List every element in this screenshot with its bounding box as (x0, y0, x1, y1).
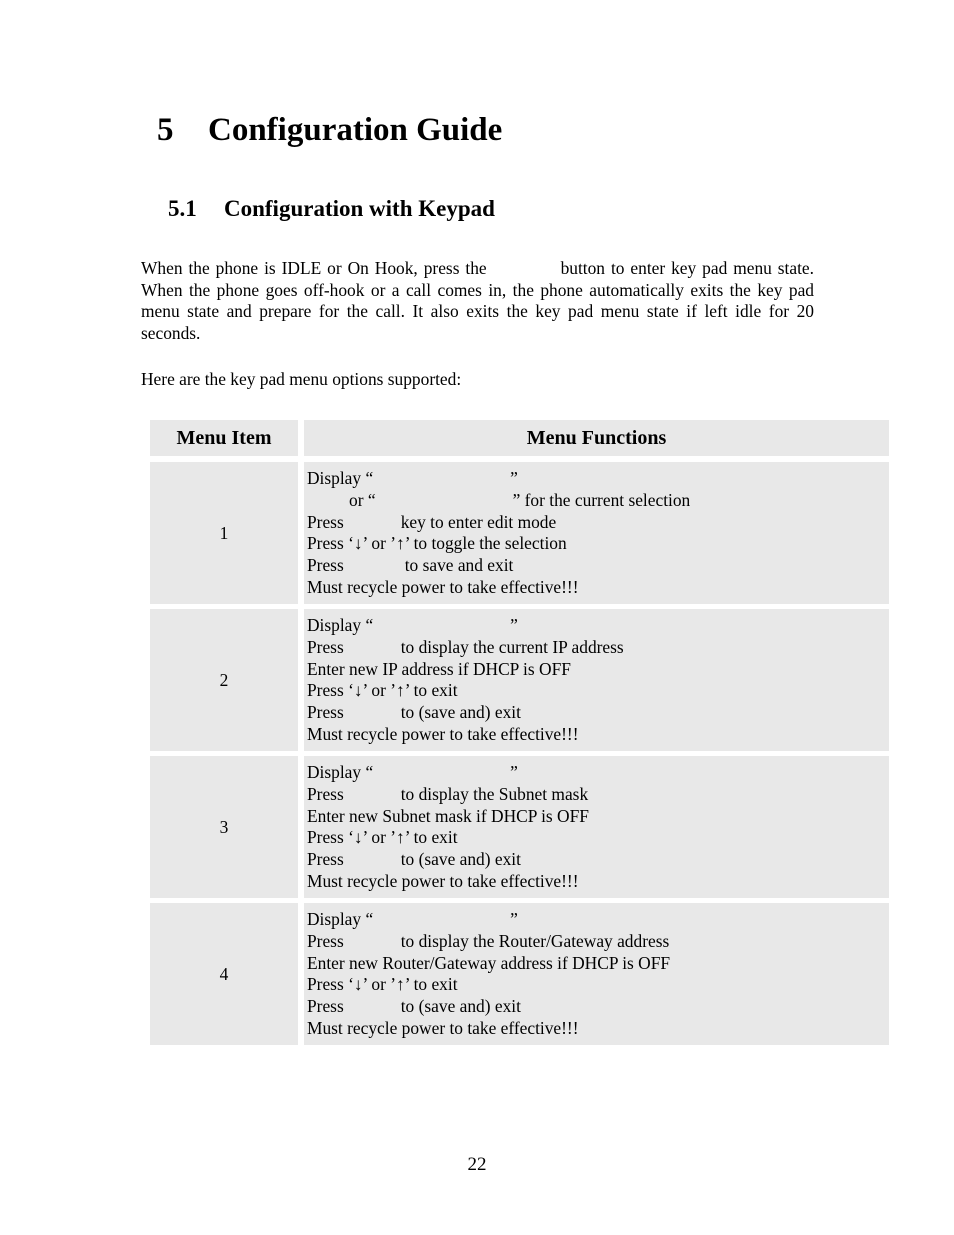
function-line (307, 555, 889, 577)
function-text: Press ‘↓’ or ’↑’ to exit (307, 827, 458, 848)
function-text: Press (307, 783, 344, 804)
menu-item-number: 2 (150, 609, 298, 751)
function-line (307, 953, 889, 975)
menu-functions-cell (304, 609, 889, 751)
chapter-title: Configuration Guide (208, 112, 503, 148)
function-text: Press ‘↓’ or ’↑’ to exit (307, 974, 458, 995)
function-text: Press ‘↓’ or ’↑’ to exit (307, 680, 458, 701)
function-text: Must recycle power to take effective!!! (307, 1017, 579, 1038)
function-text: ” for the current selection (512, 489, 691, 510)
menu-functions-cell (304, 756, 889, 898)
function-text: Press ‘↓’ or ’↑’ to toggle the selection (307, 533, 567, 554)
function-line (307, 784, 889, 806)
function-text: Press (307, 555, 344, 576)
function-text: to display the Subnet mask (400, 783, 589, 804)
function-line (307, 1018, 889, 1040)
function-line (307, 827, 889, 849)
options-intro: Here are the key pad menu options supported: (141, 369, 462, 389)
chapter-heading (157, 112, 502, 149)
function-text: or “ (349, 489, 376, 510)
function-text: Press (307, 702, 344, 723)
page-number: 22 (467, 1154, 487, 1175)
function-text: Enter new Router/Gateway address if DHCP is OFF (307, 952, 671, 973)
menu-item-number: 1 (150, 462, 298, 604)
function-line (307, 577, 889, 599)
function-text: Must recycle power to take effective!!! (307, 723, 579, 744)
menu-functions-cell (304, 462, 889, 604)
function-line (307, 806, 889, 828)
function-line (307, 637, 889, 659)
function-line (307, 849, 889, 871)
menu-item-number: 4 (150, 903, 298, 1045)
function-line (307, 762, 889, 784)
function-text: Must recycle power to take effective!!! (307, 576, 579, 597)
function-text: Press (307, 636, 344, 657)
function-line (307, 871, 889, 893)
function-line (307, 490, 889, 512)
function-text: to display the current IP address (400, 636, 624, 657)
function-text: Display “ (307, 468, 374, 488)
function-line (307, 931, 889, 953)
function-text: Display “ (307, 909, 374, 929)
section-number: 5.1 (168, 196, 197, 221)
function-line (307, 468, 889, 490)
function-text: to (save and) exit (400, 702, 521, 723)
function-text: Must recycle power to take effective!!! (307, 870, 579, 891)
function-text: to display the Router/Gateway address (400, 930, 670, 951)
menu-item-number: 3 (150, 756, 298, 898)
function-line (307, 615, 889, 637)
function-text: Display “ (307, 615, 374, 635)
function-text: ” (510, 909, 518, 929)
function-text: to save and exit (404, 555, 514, 576)
function-line (307, 659, 889, 681)
section-title: Configuration with Keypad (224, 196, 495, 221)
function-text: to (save and) exit (400, 996, 521, 1017)
function-text: ” (510, 468, 518, 488)
function-text: ” (510, 762, 518, 782)
function-text: Enter new IP address if DHCP is OFF (307, 658, 571, 679)
function-line (307, 974, 889, 996)
function-line (307, 680, 889, 702)
function-text: Press (307, 849, 344, 870)
function-line (307, 512, 889, 534)
function-text: Press (307, 511, 344, 532)
intro-text-after: button to enter key pad menu state. When the phone goes off-hook or a call comes in, the phone automatically exits the key pad menu state and prepare for the call. It also exits the key pad menu state if left idle for 20 seconds. (141, 258, 814, 343)
section-heading (168, 196, 495, 222)
function-text: Press (307, 996, 344, 1017)
menu-functions-cell (304, 903, 889, 1045)
function-line (307, 909, 889, 931)
header-menu-item: Menu Item (150, 420, 298, 456)
function-text: ” (510, 615, 518, 635)
intro-text-before: When the phone is IDLE or On Hook, press the (141, 258, 487, 278)
function-line (307, 724, 889, 746)
function-text: Enter new Subnet mask if DHCP is OFF (307, 805, 589, 826)
function-text: Press (307, 930, 344, 951)
function-text: key to enter edit mode (400, 511, 557, 532)
function-text: Display “ (307, 762, 374, 782)
header-menu-functions: Menu Functions (304, 420, 889, 456)
function-line (307, 533, 889, 555)
function-line (307, 702, 889, 724)
function-text: to (save and) exit (400, 849, 521, 870)
chapter-number: 5 (157, 112, 174, 148)
function-line (307, 996, 889, 1018)
intro-paragraph (141, 258, 814, 344)
